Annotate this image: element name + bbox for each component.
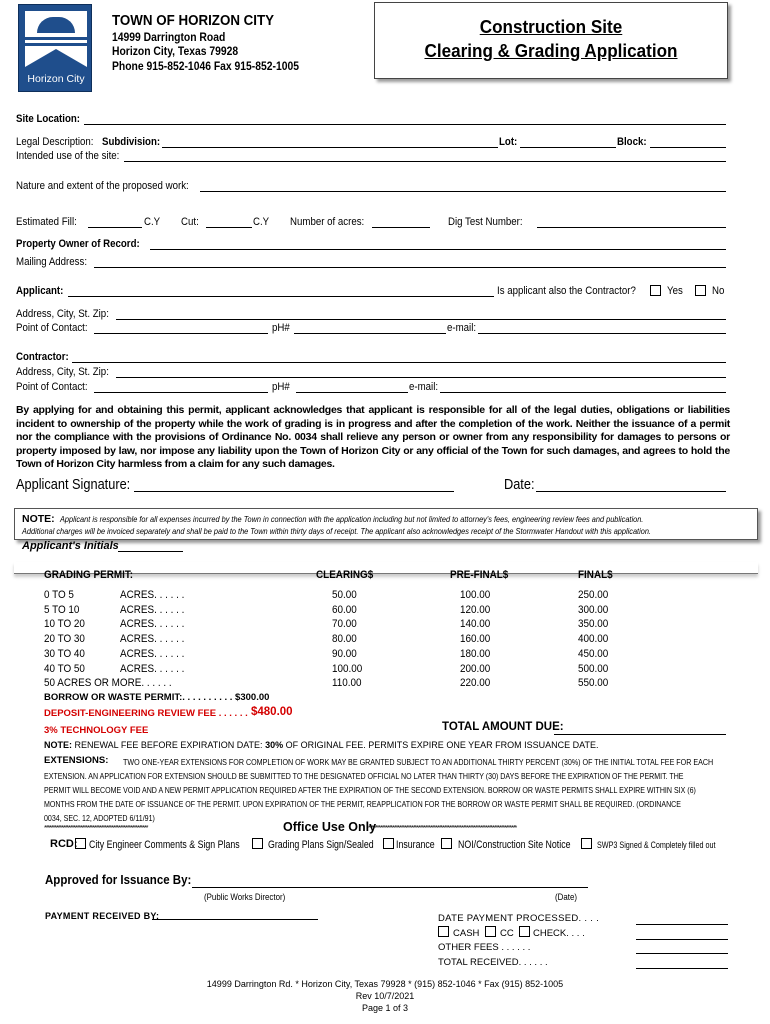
signature-label: Applicant Signature: (16, 477, 131, 493)
block-label: Block: (617, 136, 647, 148)
town-city: Horizon City, Texas 79928 (112, 46, 239, 58)
applicant-field[interactable] (68, 296, 494, 297)
dig-test-field[interactable] (537, 227, 726, 228)
fee-row-clearing: 80.00 (332, 633, 357, 646)
contractor-ph-field[interactable] (296, 392, 408, 393)
contractor-email-label: e-mail: (409, 381, 439, 393)
subdivision-label: Subdivision: (102, 136, 161, 148)
cc-checkbox[interactable] (485, 926, 496, 937)
fee-row-final: 450.00 (578, 647, 609, 660)
town-logo (18, 4, 92, 92)
total-due-field[interactable] (554, 734, 726, 735)
fee-row-unit: ACRES. . . . . . (120, 603, 185, 616)
contractor-ph-label: pH# (272, 381, 290, 393)
owner-label: Property Owner of Record: (16, 238, 140, 250)
other-fees-field[interactable] (636, 953, 728, 954)
check-field[interactable] (636, 939, 728, 940)
insurance-checkbox[interactable] (383, 838, 394, 849)
intended-use-field[interactable] (124, 161, 726, 162)
renewal-text3: PERMITS EXPIRE ONE YEAR FROM ISSUANCE DATE. (368, 740, 599, 750)
applicant-contact-label: Point of Contact: (16, 322, 88, 334)
fee-row-unit: ACRES. . . . . . (120, 662, 185, 675)
extensions-label: EXTENSIONS: (44, 755, 109, 766)
fee-row-clearing: 100.00 (332, 662, 363, 675)
check-label: CHECK. . . . (533, 928, 585, 939)
note-text-1: Applicant is responsible for all expenses incurred by the Town in connection with the application including but not limited to attorney's fees, engineering review fees and publication. (60, 515, 644, 524)
fee-row-range: 40 TO 50 (44, 662, 85, 675)
lot-label: Lot: (499, 136, 518, 148)
owner-field[interactable] (150, 249, 726, 250)
cc-label: CC (500, 928, 514, 939)
contractor-address-label: Address, City, St. Zip: (16, 366, 109, 378)
cut-cy-label: C.Y (253, 216, 270, 228)
cut-label: Cut: (181, 216, 199, 228)
grading-plans-label: Grading Plans Sign/Sealed (268, 839, 374, 851)
town-phone: Phone 915-852-1046 Fax 915-852-1005 (112, 61, 300, 73)
contractor-contact-label: Point of Contact: (16, 381, 88, 393)
fee-row-clearing: 110.00 (332, 677, 362, 690)
applicant-address-field[interactable] (116, 319, 726, 320)
fee-row-unit: ACRES. . . . . . (120, 633, 185, 646)
fee-row-prefinal: 100.00 (460, 589, 491, 601)
extensions-line-2: EXTENSION. AN APPLICATION FOR EXTENSION SHOULD BE SUBMITTED TO THE DESIGNATED OFFICIAL NO LATER THAN THIRTY (30) DAYS BEFORE THE EXPIRATION OF THE PERMIT. THE (44, 771, 684, 781)
contractor-address-field[interactable] (116, 377, 726, 378)
cash-checkbox[interactable] (438, 926, 449, 937)
block-field[interactable] (650, 147, 726, 148)
fee-row-final: 400.00 (578, 633, 609, 646)
is-contractor-label: Is applicant also the Contractor? (497, 285, 636, 297)
approved-by-field[interactable] (192, 887, 588, 888)
contractor-contact-field[interactable] (94, 392, 268, 393)
approved-by-label: Approved for Issuance By: (45, 873, 192, 887)
applicant-address-label: Address, City, St. Zip: (16, 308, 109, 320)
clearing-header: CLEARING$ (316, 569, 374, 581)
liability-paragraph: By applying for and obtaining this permit, applicant acknowledges that applicant is responsible for all of the legal duties, obligations or liabilities incident to ownership of the property while the work of grading is in progress and after the completion of the work. Neither the issuance of a permit nor the compliance with the provisions of Ordinance No. 0034 shall relieve any person or owner from any responsibility for damages to persons or property imposed by law, nor impose any liability upon the Town of Horizon City or any official of the Town for such damages, and agrees to hold the Town of Horizon City harmless from a claim for any such damages. (16, 404, 730, 470)
engineer-comments-label: City Engineer Comments & Sign Plans (89, 839, 240, 851)
signature-date-field[interactable] (536, 491, 726, 492)
site-location-field[interactable] (84, 124, 726, 125)
fee-row-final: 300.00 (578, 603, 609, 616)
estimated-fill-field[interactable] (88, 227, 142, 228)
final-header: FINAL$ (578, 569, 613, 581)
grading-plans-checkbox[interactable] (252, 838, 263, 849)
applicant-label: Applicant: (16, 285, 64, 297)
office-use-label: Office Use Only (283, 820, 377, 834)
nature-field[interactable] (200, 191, 726, 192)
fee-row-clearing: 90.00 (332, 647, 357, 660)
fee-row-range: 30 TO 40 (44, 647, 85, 660)
fee-row-prefinal: 160.00 (460, 633, 491, 646)
office-stars-right: ************************************************************************************** (368, 825, 517, 832)
footer-address: 14999 Darrington Rd. * Horizon City, Texas 79928 * (915) 852-1046 * Fax (915) 852-1005 (206, 979, 564, 989)
initials-label: Applicant's Initials (22, 540, 119, 552)
fee-row-range: 5 TO 10 (44, 603, 80, 616)
initials-field[interactable] (118, 551, 183, 552)
fee-row-final: 500.00 (578, 662, 609, 675)
fee-row-prefinal: 220.00 (460, 677, 491, 690)
logo-mountain (25, 49, 87, 67)
date-caption: (Date) (555, 892, 578, 902)
footer-rev: Rev 10/7/2021 (355, 991, 415, 1001)
fee-row-unit: ACRES. . . . . . (120, 589, 185, 601)
engineer-comments-checkbox[interactable] (75, 838, 86, 849)
payment-received-label: PAYMENT RECEIVED BY: (45, 911, 160, 921)
date-processed-field[interactable] (636, 924, 728, 925)
contractor-yes-checkbox[interactable] (650, 285, 661, 296)
form-title-line2: Clearing & Grading Application (424, 41, 678, 61)
no-label: No (712, 285, 725, 297)
fill-cy-label: C.Y (144, 216, 161, 228)
fee-row-prefinal: 180.00 (460, 647, 491, 660)
site-location-label: Site Location: (16, 113, 81, 125)
date-label: Date: (504, 477, 535, 493)
dig-test-label: Dig Test Number: (448, 216, 523, 228)
payment-received-field[interactable] (152, 919, 318, 920)
contractor-label: Contractor: (16, 351, 69, 363)
town-address: 14999 Darrington Road (112, 32, 226, 44)
fee-row-range: 0 TO 5 (44, 589, 74, 601)
grading-permit-header: GRADING PERMIT: (44, 569, 134, 581)
subdivision-field[interactable] (162, 147, 498, 148)
fee-row-clearing: 60.00 (332, 603, 357, 616)
insurance-label: Insurance (396, 839, 435, 851)
total-received-label: TOTAL RECEIVED. . . . . . (438, 957, 548, 968)
check-checkbox[interactable] (519, 926, 530, 937)
fee-row-unit: ACRES. . . . . . (120, 647, 185, 660)
total-due-label: TOTAL AMOUNT DUE: (442, 721, 564, 733)
town-name: TOWN OF HORIZON CITY (112, 13, 275, 29)
applicant-email-label: e-mail: (447, 322, 477, 334)
fee-row-range: 10 TO 20 (44, 618, 85, 631)
acres-field[interactable] (372, 227, 430, 228)
deposit-fee: DEPOSIT-ENGINEERING REVIEW FEE . . . . . . (44, 708, 248, 719)
applicant-ph-field[interactable] (294, 333, 446, 334)
swp3-checkbox[interactable] (581, 838, 592, 849)
fee-row-prefinal: 120.00 (460, 603, 491, 616)
extensions-line-1: TWO ONE-YEAR EXTENSIONS FOR COMPLETION OF WORK MAY BE GRANTED SUBJECT TO AN ADDITIONAL THIRTY PERCENT (30%) OF THE INITIAL TOTAL FEE FOR EACH (123, 757, 714, 767)
renewal-text: RENEWAL FEE BEFORE EXPIRATION DATE: (74, 740, 263, 750)
fee-row-prefinal: 140.00 (460, 618, 491, 631)
fee-row-range: 50 ACRES OR MORE. . . . . . (44, 677, 172, 690)
note-text-2: Additional charges will be invoiced separately and shall be paid to the Town within thirty days of receipt. The applicant also acknowledges receipt of the Stormwater Handout with this application. (22, 527, 651, 536)
cut-field[interactable] (206, 227, 252, 228)
form-title-box (374, 2, 728, 79)
note-label: NOTE: (22, 513, 55, 525)
swp3-label: SWP3 Signed & Completely filled out (597, 840, 716, 850)
extensions-line-5: 0034, SEC. 12, ADOPTED 6/11/91) (44, 813, 155, 823)
fee-row-final: 250.00 (578, 589, 609, 601)
logo-name: Horizon City (27, 73, 85, 85)
renewal-note (44, 740, 599, 750)
noi-checkbox[interactable] (441, 838, 452, 849)
signature-field[interactable] (134, 491, 454, 492)
noi-label: NOI/Construction Site Notice (458, 839, 571, 851)
estimated-fill-label: Estimated Fill: (16, 216, 77, 228)
fee-row-clearing: 70.00 (332, 618, 357, 631)
prefinal-header: PRE-FINAL$ (450, 569, 509, 581)
mailing-label: Mailing Address: (16, 256, 88, 268)
rcd-label: RCD: (50, 838, 78, 850)
fee-row-unit: ACRES. . . . . . (120, 618, 185, 631)
applicant-ph-label: pH# (272, 322, 290, 334)
mailing-field[interactable] (94, 267, 726, 268)
borrow-fee: BORROW OR WASTE PERMIT:. . . . . . . . . . $300.00 (44, 692, 270, 703)
extensions-line-4: MONTHS FROM THE DATE OF ISSUANCE OF THE PERMIT. UPON EXPIRATION OF THE PERMIT, REAPPLICATION FOR THE BORROW OR WASTE PERMIT SHALL BE REQUIRED. (ORDINANCE (44, 799, 681, 809)
total-received-field[interactable] (636, 968, 728, 969)
technology-fee: 3% TECHNOLOGY FEE (44, 725, 149, 736)
form-title-line1: Construction Site (479, 17, 623, 37)
contractor-field[interactable] (72, 362, 726, 363)
renewal-text2: OF ORIGINAL FEE. (285, 740, 366, 750)
yes-label: Yes (667, 285, 683, 297)
applicant-email-field[interactable] (478, 333, 726, 334)
fee-row-final: 550.00 (578, 677, 609, 690)
contractor-email-field[interactable] (440, 392, 726, 393)
renewal-pct: 30% (265, 740, 284, 750)
applicant-contact-field[interactable] (94, 333, 268, 334)
extensions-line-3: PERMIT WILL BECOME VOID AND A NEW PERMIT APPLICATION REQUIRED AFTER THE EXPIRATION OF THE SECOND EXTENSION. BORROW OR WASTE PERMITS SHALL EXPIRE WITHIN SIX (6) (44, 785, 696, 795)
logo-stripe (25, 43, 87, 46)
fee-row-range: 20 TO 30 (44, 633, 85, 646)
fee-row-clearing: 50.00 (332, 589, 357, 601)
contractor-no-checkbox[interactable] (695, 285, 706, 296)
intended-use-label: Intended use of the site: (16, 150, 120, 162)
date-processed-label: DATE PAYMENT PROCESSED. . . . (438, 913, 600, 924)
lot-field[interactable] (520, 147, 616, 148)
acres-label: Number of acres: (290, 216, 365, 228)
director-caption: (Public Works Director) (204, 892, 286, 902)
office-stars-left: ************************************************************ (44, 825, 148, 832)
nature-label: Nature and extent of the proposed work: (16, 180, 189, 192)
other-fees-label: OTHER FEES . . . . . . (438, 942, 531, 953)
footer-page: Page 1 of 3 (361, 1003, 409, 1013)
legal-description-label: Legal Description: (16, 136, 94, 148)
renewal-note-label: NOTE: (44, 740, 72, 750)
cash-label: CASH (453, 928, 480, 939)
fee-row-prefinal: 200.00 (460, 662, 491, 675)
logo-stripe (25, 37, 87, 40)
deposit-amount: $480.00 (251, 706, 293, 718)
fee-row-final: 350.00 (578, 618, 609, 631)
